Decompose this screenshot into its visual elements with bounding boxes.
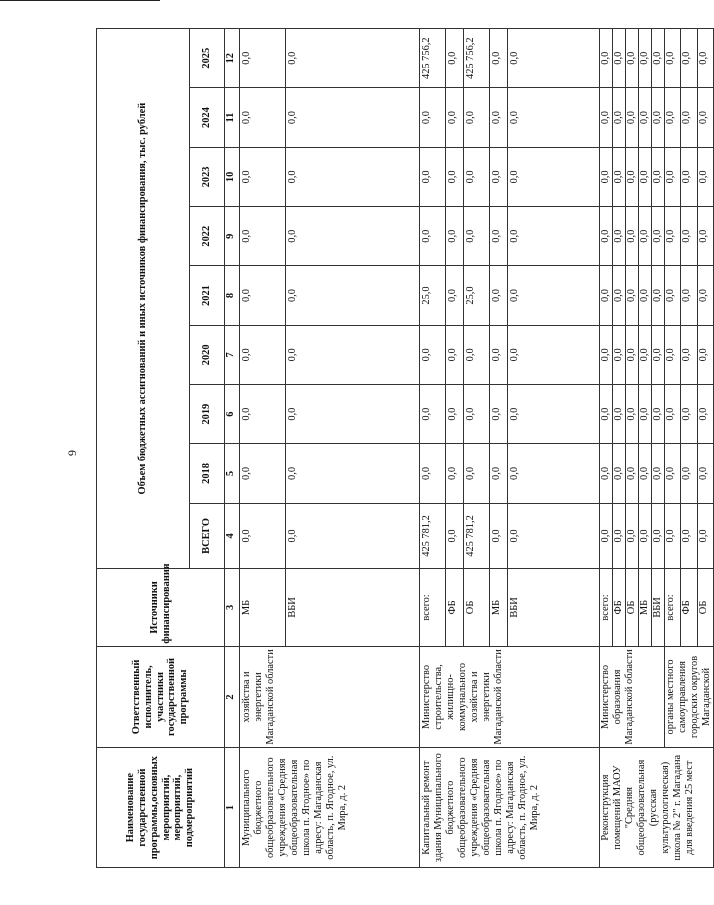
value-cell: 0,0 [240,503,286,569]
value-cell: 0,0 [652,384,665,443]
value-cell: 0,0 [697,207,713,266]
column-number: 9 [225,207,240,266]
value-cell: 0,0 [613,29,626,88]
table-row [240,29,286,868]
value-cell: 0,0 [508,384,600,443]
value-cell: 0,0 [665,266,681,325]
value-cell: 0,0 [639,325,652,384]
financing-table-wrapper [96,28,712,868]
source-cell: ФБ [613,569,626,646]
source-cell: всего: [665,569,681,646]
value-cell: 0,0 [665,384,681,443]
value-cell: 0,0 [446,266,464,325]
value-cell: 0,0 [665,503,681,569]
value-cell: 0,0 [600,325,613,384]
value-cell: 0,0 [626,325,639,384]
value-cell: 0,0 [613,266,626,325]
page-number: 9 [65,450,79,456]
value-cell: 0,0 [464,207,490,266]
table-row [420,29,446,868]
column-number: 2 [225,646,240,748]
value-cell: 0,0 [681,147,697,206]
column-number: 5 [225,444,240,503]
value-cell: 425 781,2 [464,503,490,569]
value-cell: 0,0 [446,325,464,384]
value-cell: 0,0 [446,207,464,266]
header-total: ВСЕГО [190,503,225,569]
value-cell: 0,0 [420,88,446,147]
value-cell: 0,0 [652,147,665,206]
column-number: 3 [225,569,240,646]
value-cell: 0,0 [240,29,286,88]
source-cell: ФБ [681,569,697,646]
value-cell: 425 781,2 [420,503,446,569]
table-row [665,29,681,868]
value-cell: 0,0 [697,325,713,384]
value-cell: 0,0 [665,207,681,266]
value-cell: 0,0 [652,207,665,266]
source-cell: МБ [639,569,652,646]
value-cell: 0,0 [697,29,713,88]
executor-cell: хозяйства и энергетики Магаданской области [240,646,420,748]
executor-cell: Министерство строительства, жилищно-коммунального хозяйства и энергетики Магаданской области [420,646,600,748]
value-cell: 0,0 [420,444,446,503]
value-cell: 0,0 [613,88,626,147]
value-cell: 0,0 [681,29,697,88]
value-cell: 0,0 [665,147,681,206]
value-cell: 0,0 [697,384,713,443]
value-cell: 0,0 [639,384,652,443]
value-cell: 0,0 [464,444,490,503]
value-cell: 0,0 [652,444,665,503]
value-cell: 425 756,2 [420,29,446,88]
value-cell: 0,0 [446,384,464,443]
column-number: 12 [225,29,240,88]
value-cell: 0,0 [446,29,464,88]
value-cell: 0,0 [508,444,600,503]
value-cell: 0,0 [697,266,713,325]
value-cell: 0,0 [639,444,652,503]
value-cell: 0,0 [508,207,600,266]
column-number: 8 [225,266,240,325]
table-row [600,29,613,868]
program-name-cell: Реконструкция помещений МАОУ "Средняя общеобразовательная (русская культурологическая) школа № 2" г. Магадана для введения 25 мест [600,748,714,868]
value-cell: 0,0 [420,207,446,266]
executor-cell: Министерство образования Магаданской области [600,646,665,748]
header-name: Наименование государственной программы,основных мероприятий, мероприятий, подмероприятий [97,748,225,868]
value-cell: 0,0 [639,266,652,325]
value-cell: 0,0 [626,147,639,206]
rotated-table-frame [96,28,712,868]
source-cell: ВБИ [286,569,420,646]
header-year: 2018 [190,444,225,503]
value-cell: 0,0 [420,384,446,443]
source-cell: ВБИ [508,569,600,646]
value-cell: 0,0 [626,266,639,325]
value-cell: 0,0 [613,207,626,266]
column-number: 1 [225,748,240,868]
value-cell: 0,0 [286,88,420,147]
value-cell: 0,0 [665,88,681,147]
value-cell: 0,0 [613,147,626,206]
value-cell: 0,0 [490,325,508,384]
value-cell: 0,0 [240,266,286,325]
header-year: 2023 [190,147,225,206]
value-cell: 0,0 [286,503,420,569]
value-cell: 0,0 [464,384,490,443]
source-cell: МБ [490,569,508,646]
value-cell: 0,0 [613,503,626,569]
value-cell: 0,0 [286,444,420,503]
value-cell: 0,0 [600,147,613,206]
value-cell: 0,0 [652,503,665,569]
value-cell: 0,0 [490,503,508,569]
value-cell: 0,0 [665,444,681,503]
header-source: Источники финансирования [97,569,225,646]
value-cell: 0,0 [490,29,508,88]
value-cell: 0,0 [490,207,508,266]
value-cell: 0,0 [286,29,420,88]
source-cell: ВБИ [652,569,665,646]
value-cell: 0,0 [464,88,490,147]
value-cell: 0,0 [508,266,600,325]
value-cell: 0,0 [508,147,600,206]
value-cell: 0,0 [697,88,713,147]
header-volume: Объем бюджетных ассигнований и иных источников финансирования, тыс. рублей [97,29,190,569]
source-cell: всего: [600,569,613,646]
source-cell: ОБ [697,569,713,646]
header-year: 2022 [190,207,225,266]
value-cell: 0,0 [626,503,639,569]
top-rule [0,0,160,1]
value-cell: 0,0 [600,384,613,443]
value-cell: 0,0 [697,147,713,206]
value-cell: 0,0 [240,325,286,384]
value-cell: 0,0 [613,384,626,443]
source-cell: всего: [420,569,446,646]
program-name-cell: Капитальный ремонт здания Муниципального бюджетного общеобразовательного учреждения «Средняя общеобразовательная школа п. Ягодное» по адресу: Магаданская область, п. Ягодное, ул. Мира, д. 2 [420,748,600,868]
value-cell: 0,0 [508,29,600,88]
value-cell: 0,0 [490,147,508,206]
value-cell: 0,0 [490,444,508,503]
value-cell: 0,0 [508,503,600,569]
value-cell: 0,0 [420,147,446,206]
value-cell: 0,0 [600,88,613,147]
value-cell: 0,0 [626,29,639,88]
header-year: 2020 [190,325,225,384]
value-cell: 0,0 [286,207,420,266]
value-cell: 0,0 [652,29,665,88]
value-cell: 0,0 [613,325,626,384]
header-year: 2019 [190,384,225,443]
value-cell: 0,0 [626,88,639,147]
value-cell: 0,0 [490,384,508,443]
column-number: 11 [225,88,240,147]
value-cell: 0,0 [240,207,286,266]
value-cell: 0,0 [286,266,420,325]
value-cell: 0,0 [681,503,697,569]
value-cell: 25,0 [420,266,446,325]
executor-cell: органы местного самоуправления городских округов Магаданской [665,646,714,748]
column-number: 10 [225,147,240,206]
value-cell: 0,0 [446,147,464,206]
value-cell: 0,0 [697,503,713,569]
value-cell: 0,0 [681,444,697,503]
value-cell: 0,0 [652,88,665,147]
value-cell: 0,0 [490,88,508,147]
value-cell: 0,0 [652,325,665,384]
value-cell: 0,0 [681,325,697,384]
value-cell: 0,0 [626,207,639,266]
block1-body [240,29,420,868]
column-number: 7 [225,325,240,384]
source-cell: ФБ [446,569,464,646]
value-cell: 0,0 [508,325,600,384]
value-cell: 0,0 [240,147,286,206]
value-cell: 25,0 [464,266,490,325]
source-cell: МБ [240,569,286,646]
block2-body [420,29,600,868]
value-cell: 0,0 [697,444,713,503]
value-cell: 0,0 [665,325,681,384]
value-cell: 0,0 [613,444,626,503]
header-year: 2024 [190,88,225,147]
value-cell: 0,0 [464,147,490,206]
value-cell: 0,0 [508,88,600,147]
value-cell: 0,0 [490,266,508,325]
header-year: 2021 [190,266,225,325]
value-cell: 0,0 [286,147,420,206]
value-cell: 425 756,2 [464,29,490,88]
financing-table [96,28,714,868]
header-executor: Ответственный исполнитель, участники государственной программы [97,646,225,748]
value-cell: 0,0 [464,325,490,384]
value-cell: 0,0 [240,444,286,503]
value-cell: 0,0 [639,503,652,569]
value-cell: 0,0 [420,325,446,384]
value-cell: 0,0 [652,266,665,325]
block3-body [600,29,714,868]
value-cell: 0,0 [681,88,697,147]
value-cell: 0,0 [665,29,681,88]
source-cell: ОБ [464,569,490,646]
value-cell: 0,0 [446,503,464,569]
program-name-cell: Муниципального бюджетного общеобразовательного учреждения «Средняя общеобразовательная школа п. Ягодное» по адресу: Магаданская область, п. Ягодное, ул. Мира, д. 2 [240,748,420,868]
value-cell: 0,0 [600,266,613,325]
column-numbers-row [225,29,240,868]
header-year: 2025 [190,29,225,88]
value-cell: 0,0 [600,29,613,88]
value-cell: 0,0 [639,29,652,88]
value-cell: 0,0 [626,384,639,443]
value-cell: 0,0 [240,88,286,147]
value-cell: 0,0 [286,384,420,443]
value-cell: 0,0 [681,207,697,266]
source-cell: ОБ [626,569,639,646]
value-cell: 0,0 [240,384,286,443]
value-cell: 0,0 [681,384,697,443]
value-cell: 0,0 [681,266,697,325]
value-cell: 0,0 [446,444,464,503]
column-number: 4 [225,503,240,569]
value-cell: 0,0 [600,444,613,503]
value-cell: 0,0 [446,88,464,147]
value-cell: 0,0 [626,444,639,503]
column-number: 6 [225,384,240,443]
value-cell: 0,0 [639,207,652,266]
value-cell: 0,0 [600,503,613,569]
value-cell: 0,0 [286,325,420,384]
value-cell: 0,0 [639,147,652,206]
value-cell: 0,0 [600,207,613,266]
value-cell: 0,0 [639,88,652,147]
